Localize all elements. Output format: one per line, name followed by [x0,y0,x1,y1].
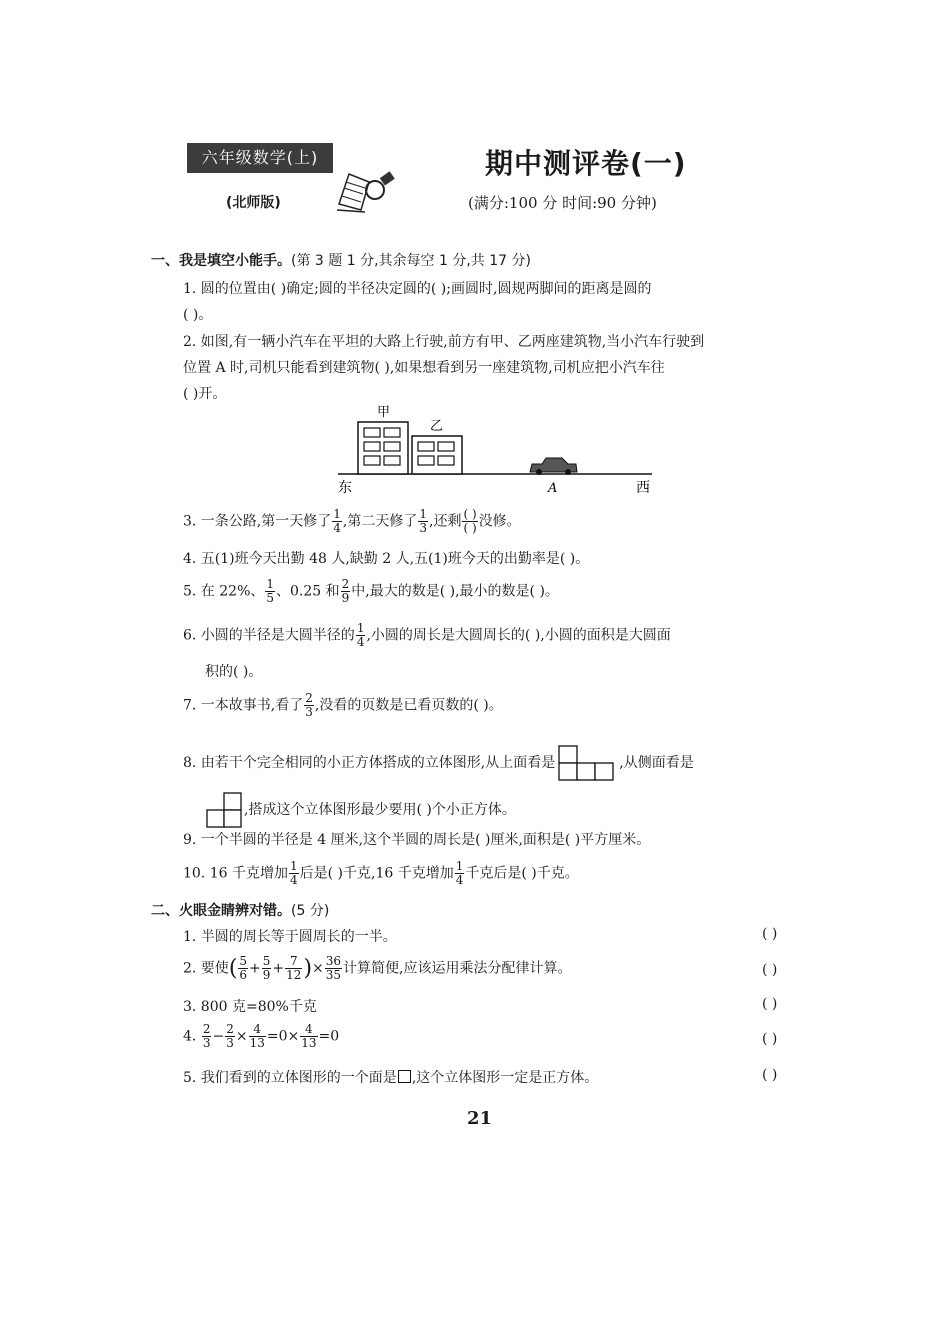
question-2-line2: 位置 A 时,司机只能看到建筑物( ),如果想看到另一座建筑物,司机应把小汽车往 [183,360,665,376]
answer-paren-1[interactable]: ( ) [762,926,778,942]
label-west: 西 [636,480,650,496]
fraction: $\frac{2}{9}$ [341,577,350,605]
section2-title: 二、火眼金睛辨对错。 [151,903,291,919]
section1-title: 一、我是填空小能手。 [151,253,291,269]
answer-paren-4[interactable]: ( ) [762,1031,778,1047]
question-8-line2: ,搭成这个立体图形最少要用( )个小正方体。 [204,792,516,828]
fraction: $\frac{36}{35}$ [325,954,342,982]
fraction: $\frac{1}{4}$ [333,507,341,535]
answer-paren-2[interactable]: ( ) [762,962,778,978]
judge-3: 3. 800 克=80%千克 [183,999,317,1015]
fraction: $\frac{1}{3}$ [419,507,427,535]
answer-paren-5[interactable]: ( ) [762,1067,778,1083]
question-8-line1: 8. 由若干个完全相同的小正方体搭成的立体图形,从上面看是 ,从侧面看是 [183,745,694,781]
answer-fraction: $\frac{( )}{( )}$ [463,507,477,535]
page-number: 21 [467,1108,493,1129]
edition-label: (北师版) [226,195,281,211]
section2-heading [151,900,329,920]
question-4: 4. 五(1)班今天出勤 48 人,缺勤 2 人,五(1)班今天的出勤率是( )。 [183,551,590,567]
fraction: $\frac{2}{3}$ [305,691,313,719]
section1-note: (第 3 题 1 分,其余每空 1 分,共 17 分) [291,253,531,269]
question-6-line2: 积的( )。 [205,664,263,680]
fraction: $\frac{1}{4}$ [356,621,365,649]
label-a: A [548,481,558,496]
question-1-line1: 1. 圆的位置由( )确定;圆的半径决定圆的( );画圆时,圆规两脚间的距离是圆的 [183,281,652,297]
question-3: 3. 一条公路,第一天修了 $\frac{1}{4}$ ,第二天修了 $\frac{1}{3}$ ,还剩 $\frac{( )}{( )}$ 没修。 [183,507,521,535]
car-icon [530,458,577,475]
side-view-figure [204,792,244,828]
fraction: $\frac{5}{9}$ [262,954,271,982]
fraction: $\frac{4}{13}$ [301,1022,317,1050]
fraction: $\frac{4}{13}$ [249,1022,265,1050]
fraction: $\frac{1}{4}$ [455,859,464,887]
question-2-line3: ( )开。 [183,386,227,402]
fraction: $\frac{1}{4}$ [289,859,298,887]
fraction: $\frac{1}{5}$ [266,577,275,605]
question-7: 7. 一本故事书,看了 $\frac{2}{3}$ ,没看的页数是已看页数的( )。 [183,691,503,719]
judge-1: 1. 半圆的周长等于圆周长的一半。 [183,929,397,945]
question-9: 9. 一个半圆的半径是 4 厘米,这个半圆的周长是( )厘米,面积是( )平方厘米。 [183,832,651,848]
fraction: $\frac{7}{12}$ [286,954,302,982]
judge-4: 4. $\frac{2}{3}$ − $\frac{2}{3}$ × $\frac{4}{13}$ =0× $\frac{4}{13}$ =0 [183,1022,340,1050]
section1-heading [151,250,531,270]
question-6-line1: 6. 小圆的半径是大圆半径的 $\frac{1}{4}$ ,小圆的周长是大圆周长的( ),小圆的面积是大圆面 [183,621,671,649]
buildings-diagram [330,400,660,496]
label-east: 东 [338,480,352,496]
label-yi: 乙 [430,419,444,434]
question-1-line2: ( )。 [183,307,213,323]
fraction: $\frac{5}{6}$ [239,954,248,982]
grade-badge: 六年级数学(上) [187,143,333,173]
exam-info: (满分:100 分 时间:90 分钟) [468,194,657,212]
square-icon [398,1070,411,1083]
fraction: $\frac{2}{3}$ [226,1022,234,1050]
book-magnifier-icon [335,166,397,214]
judge-5: 5. 我们看到的立体图形的一个面是 ,这个立体图形一定是正方体。 [183,1070,599,1086]
fraction: $\frac{2}{3}$ [202,1022,211,1050]
answer-paren-3[interactable]: ( ) [762,996,778,1012]
top-view-figure [557,745,617,781]
section2-note: (5 分) [291,903,330,919]
label-jia: 甲 [377,405,391,420]
judge-2: 2. 要使( $\frac{5}{6}$ + $\frac{5}{9}$ + $\frac{7}{12}$ )× $\frac{36}{35}$ 计算简便,应该运用乘法分配律计算。 [183,954,572,982]
question-5: 5. 在 22%、 $\frac{1}{5}$ 、0.25 和 $\frac{2}{9}$ 中,最大的数是( ),最小的数是( )。 [183,577,559,605]
question-10: 10. 16 千克增加 $\frac{1}{4}$ 后是( )千克,16 千克增加 $\frac{1}{4}$ 千克后是( )千克。 [183,859,579,887]
question-2-line1: 2. 如图,有一辆小汽车在平坦的大路上行驶,前方有甲、乙两座建筑物,当小汽车行驶到 [183,334,705,350]
page-title: 期中测评卷(一) [485,147,687,180]
